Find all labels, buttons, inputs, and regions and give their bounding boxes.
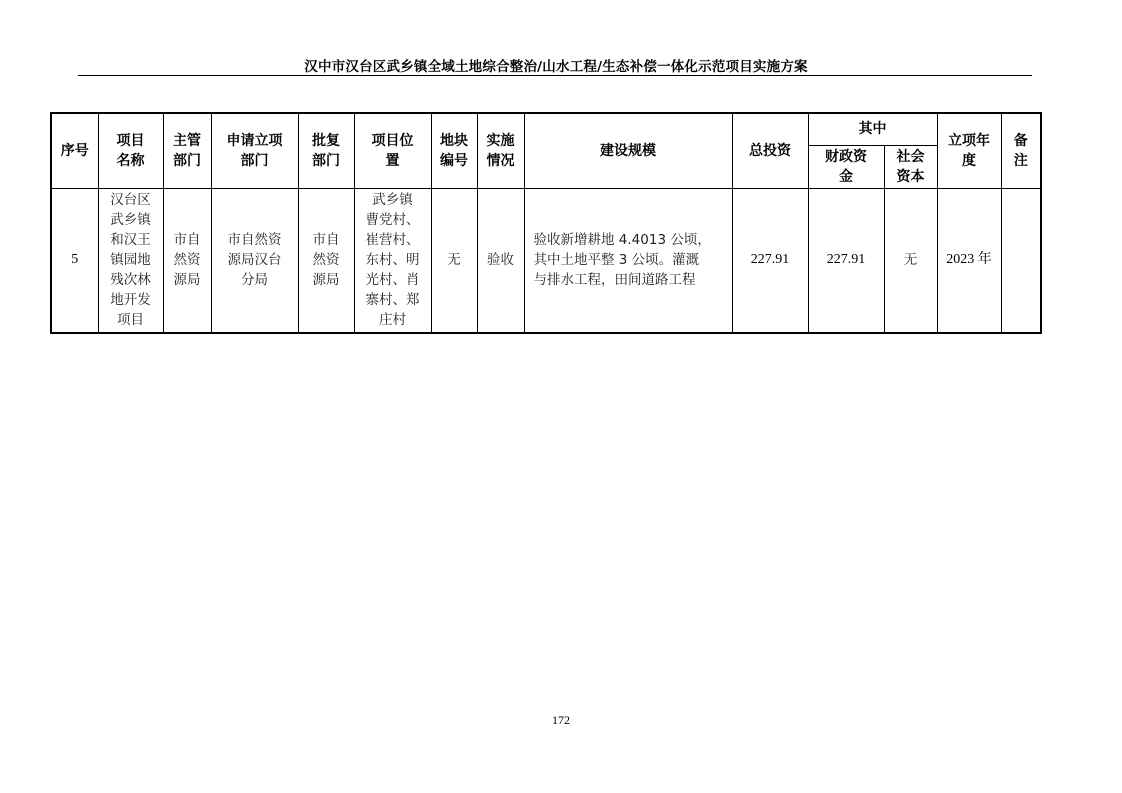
header-total-investment: 总投资 [732,113,808,188]
header-location: 项目位 置 [354,113,431,188]
header-fiscal-funds: 财政资 金 [808,145,884,188]
header-year: 立项年 度 [937,113,1001,188]
header-approve-dept: 批复 部门 [298,113,354,188]
cell-fiscal-funds: 227.91 [808,188,884,333]
header-status: 实施 情况 [477,113,524,188]
page-number: 172 [552,713,570,727]
header-of-which: 其中 [808,113,937,145]
header-plot: 地块 编号 [431,113,477,188]
cell-construction-scale: 验收新增耕地 4.4013 公顷， 其中土地平整 3 公顷。灌溉 与排水工程，田间道路工程 [524,188,732,333]
cell-year: 2023 年 [937,188,1001,333]
header-remark: 备 注 [1001,113,1041,188]
header-dept: 主管 部门 [163,113,211,188]
document-header: 汉中市汉台区武乡镇全域土地综合整治/山水工程/生态补偿一体化示范项目实施方案 [304,59,808,75]
header-scale: 建设规模 [524,113,732,188]
header-social-capital: 社会 资本 [884,145,937,188]
table-row [51,188,1041,333]
cell-total-investment: 227.91 [732,188,808,333]
cell-plot: 无 [431,188,477,333]
cell-seq: 5 [51,188,98,333]
project-table [50,112,1042,334]
cell-apply-dept: 市自然资 源局汉台 分局 [211,188,298,333]
header-divider [78,75,1032,76]
header-project-name: 项目 名称 [98,113,163,188]
cell-project-name: 汉台区 武乡镇 和汉王 镇园地 残次林 地开发 项目 [98,188,163,333]
header-seq: 序号 [51,113,98,188]
cell-social-capital: 无 [884,188,937,333]
header-apply-dept: 申请立项 部门 [211,113,298,188]
cell-dept: 市自 然资 源局 [163,188,211,333]
cell-location: 武乡镇 曹党村、 崔营村、 东村、明 光村、肖 寨村、郑 庄村 [354,188,431,333]
cell-approve-dept: 市自 然资 源局 [298,188,354,333]
cell-remark [1001,188,1041,333]
cell-status: 验收 [477,188,524,333]
